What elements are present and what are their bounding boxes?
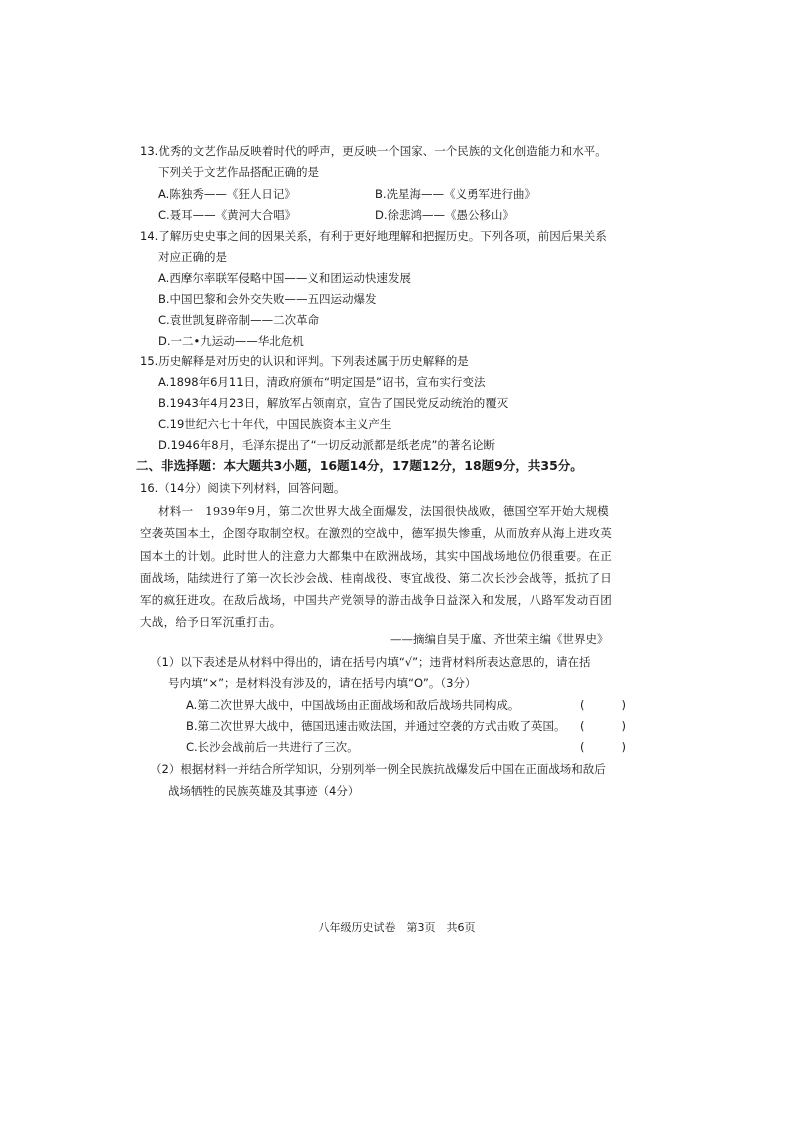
- q16-material-line: 空袭英国本土，企图夺取制空权。在激烈的空战中，德军损失惨重，从而放弃从海上进攻英: [140, 526, 612, 540]
- q15-option-c: C.19世纪六七十年代，中国民族资本主义产生: [158, 417, 392, 431]
- q14-option-b: B.中国巴黎和会外交失败——五四运动爆发: [158, 292, 377, 306]
- q13-stem-line2: 下列关于文艺作品搭配正确的是: [158, 165, 319, 179]
- q16-material-line: 材料一 1939年9月，第二次世界大战全面爆发，法国很快战败，德国空军开始大规模: [158, 504, 610, 518]
- paren-open: (: [580, 698, 585, 712]
- q13-option-c: C.聂耳——《黄河大合唱》: [158, 208, 297, 222]
- q14-option-a: A.西摩尔率联军侵略中国——义和团运动快速发展: [158, 271, 411, 285]
- q13-option-d: D.徐悲鸿——《愚公移山》: [375, 208, 515, 222]
- section-heading: 二、非选择题：本大题共3小题，16题14分，17题12分，18题9分，共35分。: [136, 458, 583, 473]
- paren-open: (: [580, 740, 585, 754]
- paren-close: ): [621, 740, 626, 754]
- answer-blank-c[interactable]: [580, 739, 626, 755]
- paren-close: ): [621, 719, 626, 733]
- q16-stem: 16.（14分）阅读下列材料，回答问题。: [140, 481, 346, 495]
- statement-c: C.长沙会战前后一共进行了三次。: [186, 740, 359, 754]
- q15-stem: 15.历史解释是对历史的认识和评判。下列表述属于历史解释的是: [140, 354, 469, 368]
- q16-sub2-line2: 战场牺牲的民族英雄及其事迹（4分）: [168, 784, 360, 798]
- paren-close: ): [621, 698, 626, 712]
- q16-material-line: 国本土的计划。此时世人的注意力大都集中在欧洲战场，其实中国战场地位仍很重要。在正: [140, 549, 612, 563]
- statement-b: B.第二次世界大战中，德国迅速击败法国，并通过空袭的方式击败了英国。: [186, 719, 566, 733]
- q16-sub2-line1: （2）根据材料一并结合所学知识，分别列举一例全民族抗战爆发后中国在正面战场和敌后: [150, 762, 606, 776]
- q15-option-d: D.1946年8月，毛泽东提出了“一切反动派都是纸老虎”的著名论断: [158, 438, 496, 452]
- material-source: ——摘编自吴于廑、齐世荣主编《世界史》: [390, 632, 609, 646]
- q15-option-b: B.1943年4月23日，解放军占领南京，宣告了国民党反动统治的覆灭: [158, 396, 509, 410]
- q16-material-line: 面战场，陆续进行了第一次长沙会战、桂南战役、枣宜战役、第二次长沙会战等，抵抗了日: [140, 571, 612, 585]
- statement-a: A.第二次世界大战中，中国战场由正面战场和敌后战场共同构成。: [186, 698, 520, 712]
- q14-stem-line2: 对应正确的是: [158, 250, 227, 264]
- q13-option-b: B.冼星海——《义勇军进行曲》: [375, 187, 537, 201]
- answer-blank-a[interactable]: [580, 697, 626, 713]
- q16-material-line: 军的疯狂进攻。在敌后战场，中国共产党领导的游击战争日益深入和发展，八路军发动百团: [140, 593, 612, 607]
- q14-option-d: D.一二•九运动——华北危机: [158, 334, 304, 348]
- q13-option-a: A.陈独秀——《狂人日记》: [158, 187, 296, 201]
- q13-stem-line1: 13.优秀的文艺作品反映着时代的呼声，更反映一个国家、一个民族的文化创造能力和水平。: [140, 144, 607, 158]
- q16-sub1-line1: （1）以下表述是从材料中得出的，请在括号内填“√”；违背材料所表达意思的，请在括: [150, 655, 591, 669]
- answer-blank-b[interactable]: [580, 718, 626, 734]
- q15-option-a: A.1898年6月11日，清政府颁布“明定国是”诏书，宣布实行变法: [158, 375, 486, 389]
- q16-material-line: 大战，给予日军沉重打击。: [140, 615, 282, 629]
- page-footer: 八年级历史试卷 第3页 共6页: [318, 921, 476, 934]
- paren-open: (: [580, 719, 585, 733]
- q14-option-c: C.袁世凯复辟帝制——二次革命: [158, 313, 320, 327]
- q14-stem-line1: 14.了解历史史事之间的因果关系，有利于更好地理解和把握历史。下列各项，前因后果关系: [140, 229, 607, 243]
- q16-sub1-line2: 号内填“×”；是材料没有涉及的，请在括号内填“O”。（3分）: [168, 676, 477, 690]
